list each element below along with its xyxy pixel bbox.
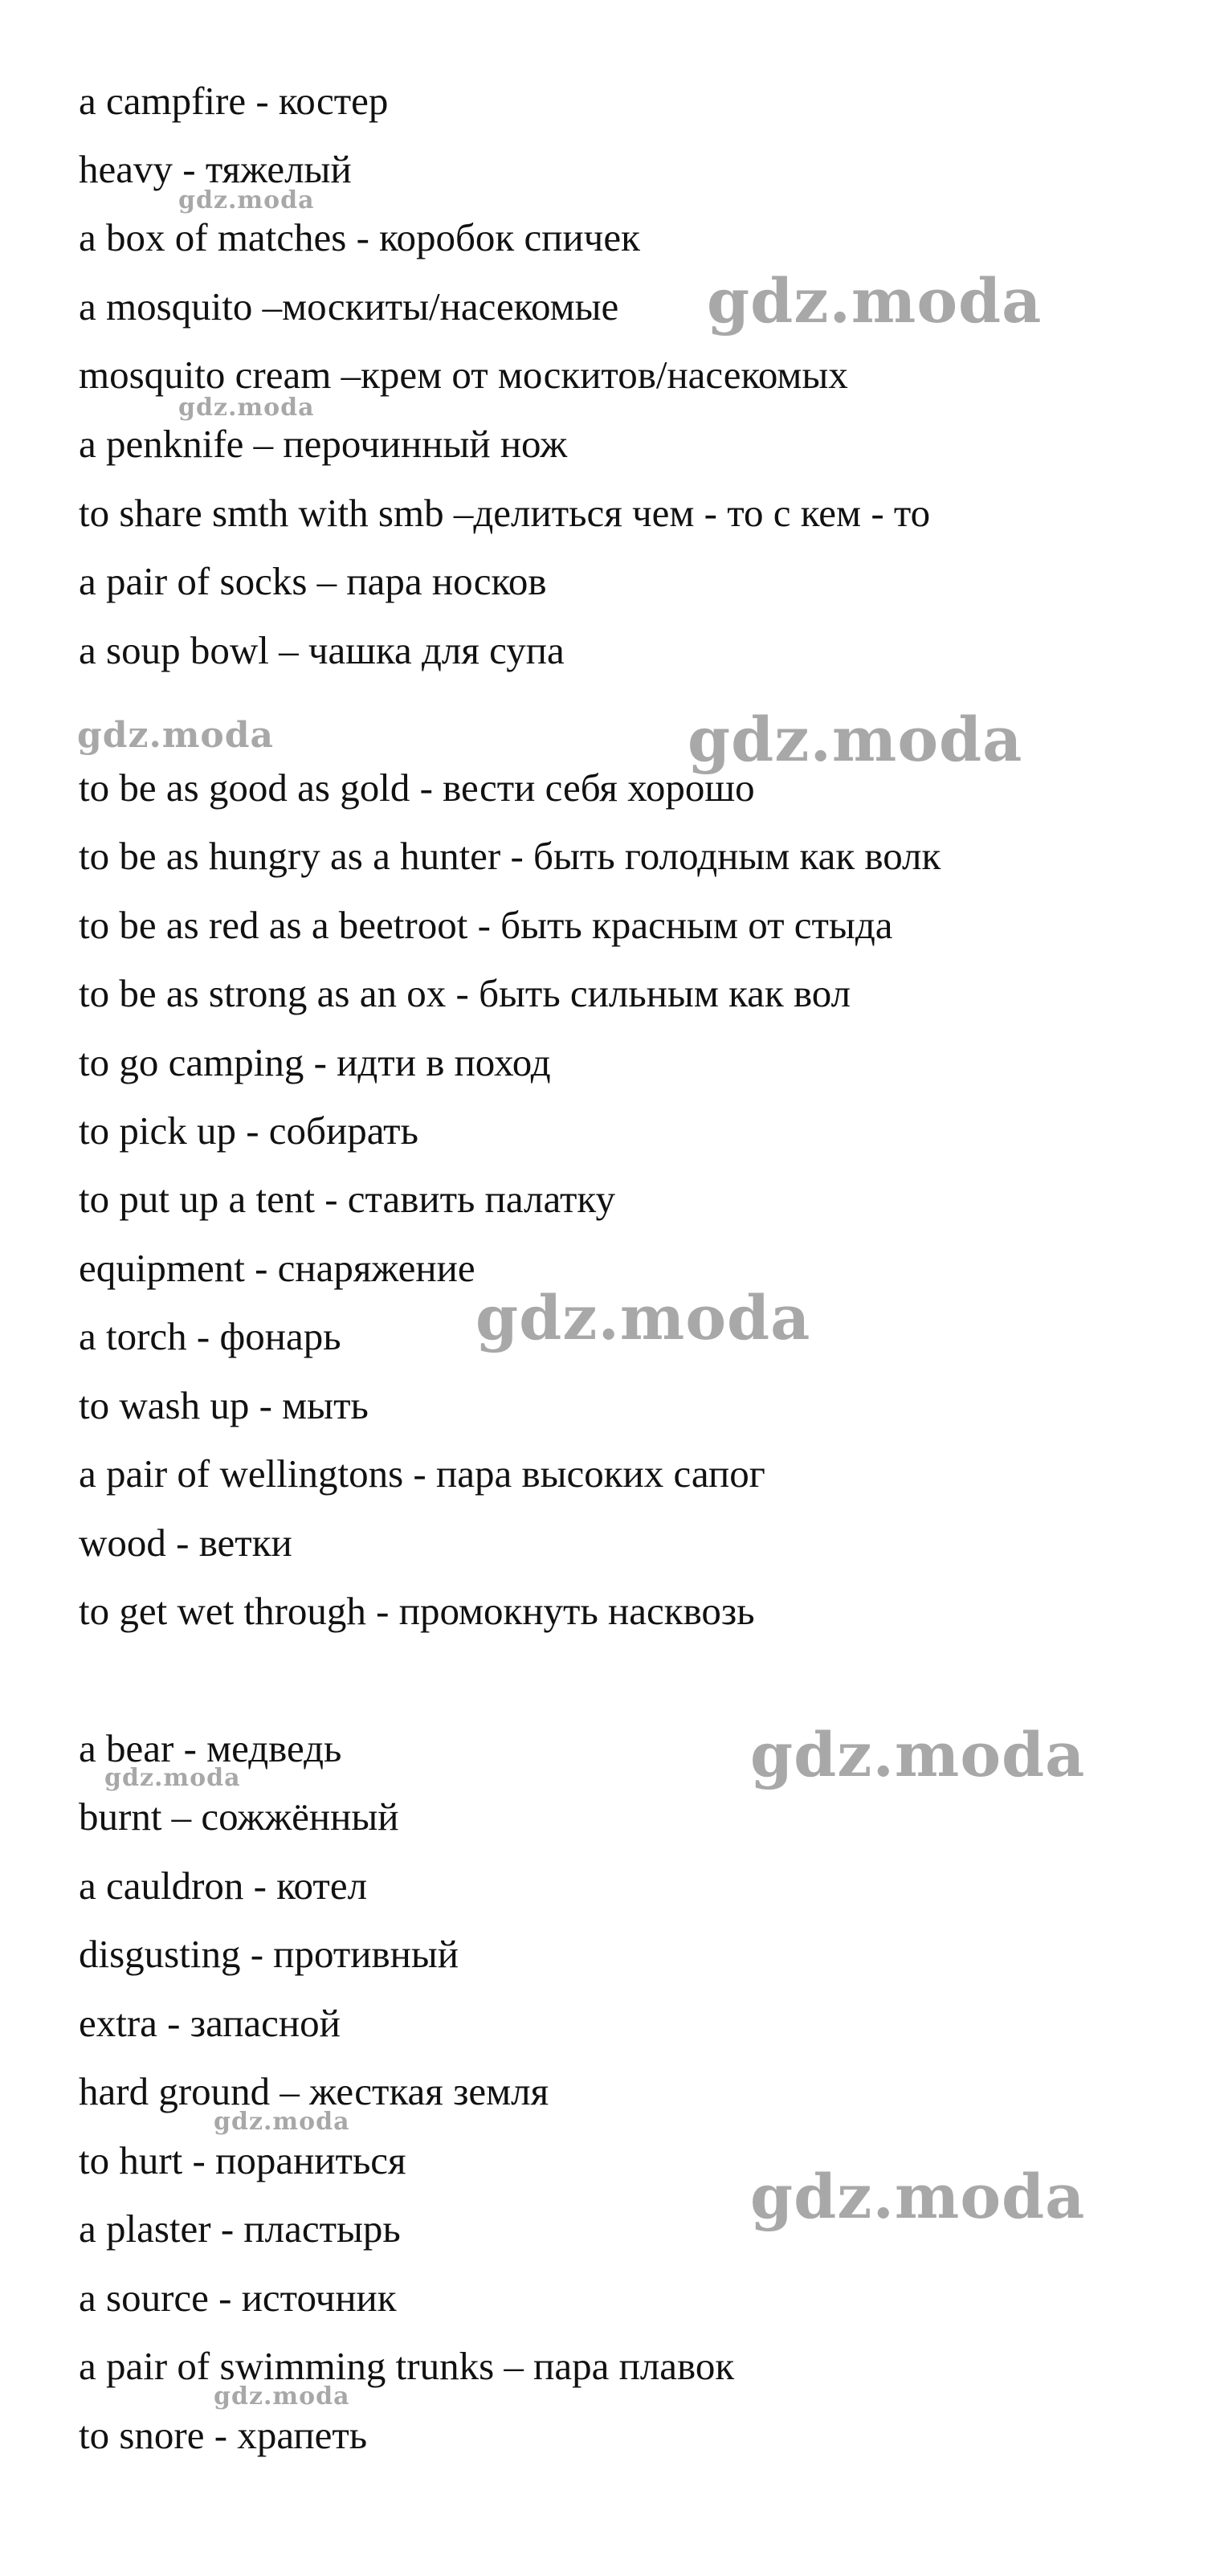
vocab-line: to be as red as a beetroot - быть красным от стыда bbox=[79, 903, 893, 947]
watermark: gdz.moda bbox=[750, 1719, 1086, 1790]
vocab-line: burnt – сожжённый bbox=[79, 1794, 399, 1839]
vocab-line: equipment - снаряжение bbox=[79, 1246, 475, 1290]
watermark: gdz.moda bbox=[688, 704, 1023, 775]
vocab-line: a soup bowl – чашка для супа bbox=[79, 628, 565, 672]
vocab-line: a campfire - костер bbox=[79, 79, 389, 123]
vocab-line: to pick up - собирать bbox=[79, 1108, 418, 1153]
vocab-line: a plaster - пластырь bbox=[79, 2207, 401, 2251]
vocab-line: a box of matches - коробок спичек bbox=[79, 215, 640, 259]
watermark: gdz.moda bbox=[707, 265, 1043, 337]
vocab-line: to go camping - идти в поход bbox=[79, 1040, 551, 1084]
vocab-line: to get wet through - промокнуть насквозь bbox=[79, 1589, 755, 1633]
vocab-line: to be as strong as an ox - быть сильным как вол bbox=[79, 971, 851, 1015]
vocab-line: disgusting - противный bbox=[79, 1932, 459, 1976]
vocab-line: heavy - тяжелый bbox=[79, 147, 352, 191]
vocab-line: to share smth with smb –делиться чем - то с кем - то bbox=[79, 491, 931, 535]
watermark: gdz.moda bbox=[750, 2161, 1086, 2232]
vocab-line: wood - ветки bbox=[79, 1521, 292, 1565]
vocab-line: a mosquito –москиты/насекомые bbox=[79, 284, 619, 329]
vocab-line: hard ground – жесткая земля bbox=[79, 2069, 549, 2113]
watermark: gdz.moda bbox=[214, 2108, 350, 2136]
watermark: gdz.moda bbox=[475, 1282, 811, 1353]
vocab-line: a cauldron - котел bbox=[79, 1864, 368, 1908]
vocab-line: a source - источник bbox=[79, 2276, 397, 2320]
vocab-line: a penknife – перочинный нож bbox=[79, 422, 568, 466]
vocab-line: a pair of wellingtons - пара высоких сапог bbox=[79, 1451, 765, 1496]
vocab-line: to put up a tent - ставить палатку bbox=[79, 1177, 616, 1221]
vocab-line: to wash up - мыть bbox=[79, 1383, 369, 1427]
vocab-line: extra - запасной bbox=[79, 2001, 341, 2045]
vocab-line: mosquito cream –крем от москитов/насекомых bbox=[79, 353, 848, 397]
vocab-line: to be as good as gold - вести себя хорошо bbox=[79, 765, 755, 810]
watermark: gdz.moda bbox=[77, 715, 275, 756]
vocab-line: a pair of socks – пара носков bbox=[79, 559, 547, 603]
vocab-line: a pair of swimming trunks – пара плавок bbox=[79, 2344, 735, 2388]
watermark: gdz.moda bbox=[104, 1764, 241, 1792]
watermark: gdz.moda bbox=[178, 186, 315, 214]
vocab-line: a bear - медведь bbox=[79, 1726, 342, 1770]
watermark: gdz.moda bbox=[178, 394, 315, 422]
vocab-line: a torch - фонарь bbox=[79, 1314, 341, 1358]
vocab-line: to be as hungry as a hunter - быть голодным как волк bbox=[79, 834, 941, 878]
watermark: gdz.moda bbox=[214, 2382, 350, 2411]
vocab-line: to snore - храпеть bbox=[79, 2413, 368, 2457]
vocab-line: to hurt - пораниться bbox=[79, 2138, 406, 2182]
